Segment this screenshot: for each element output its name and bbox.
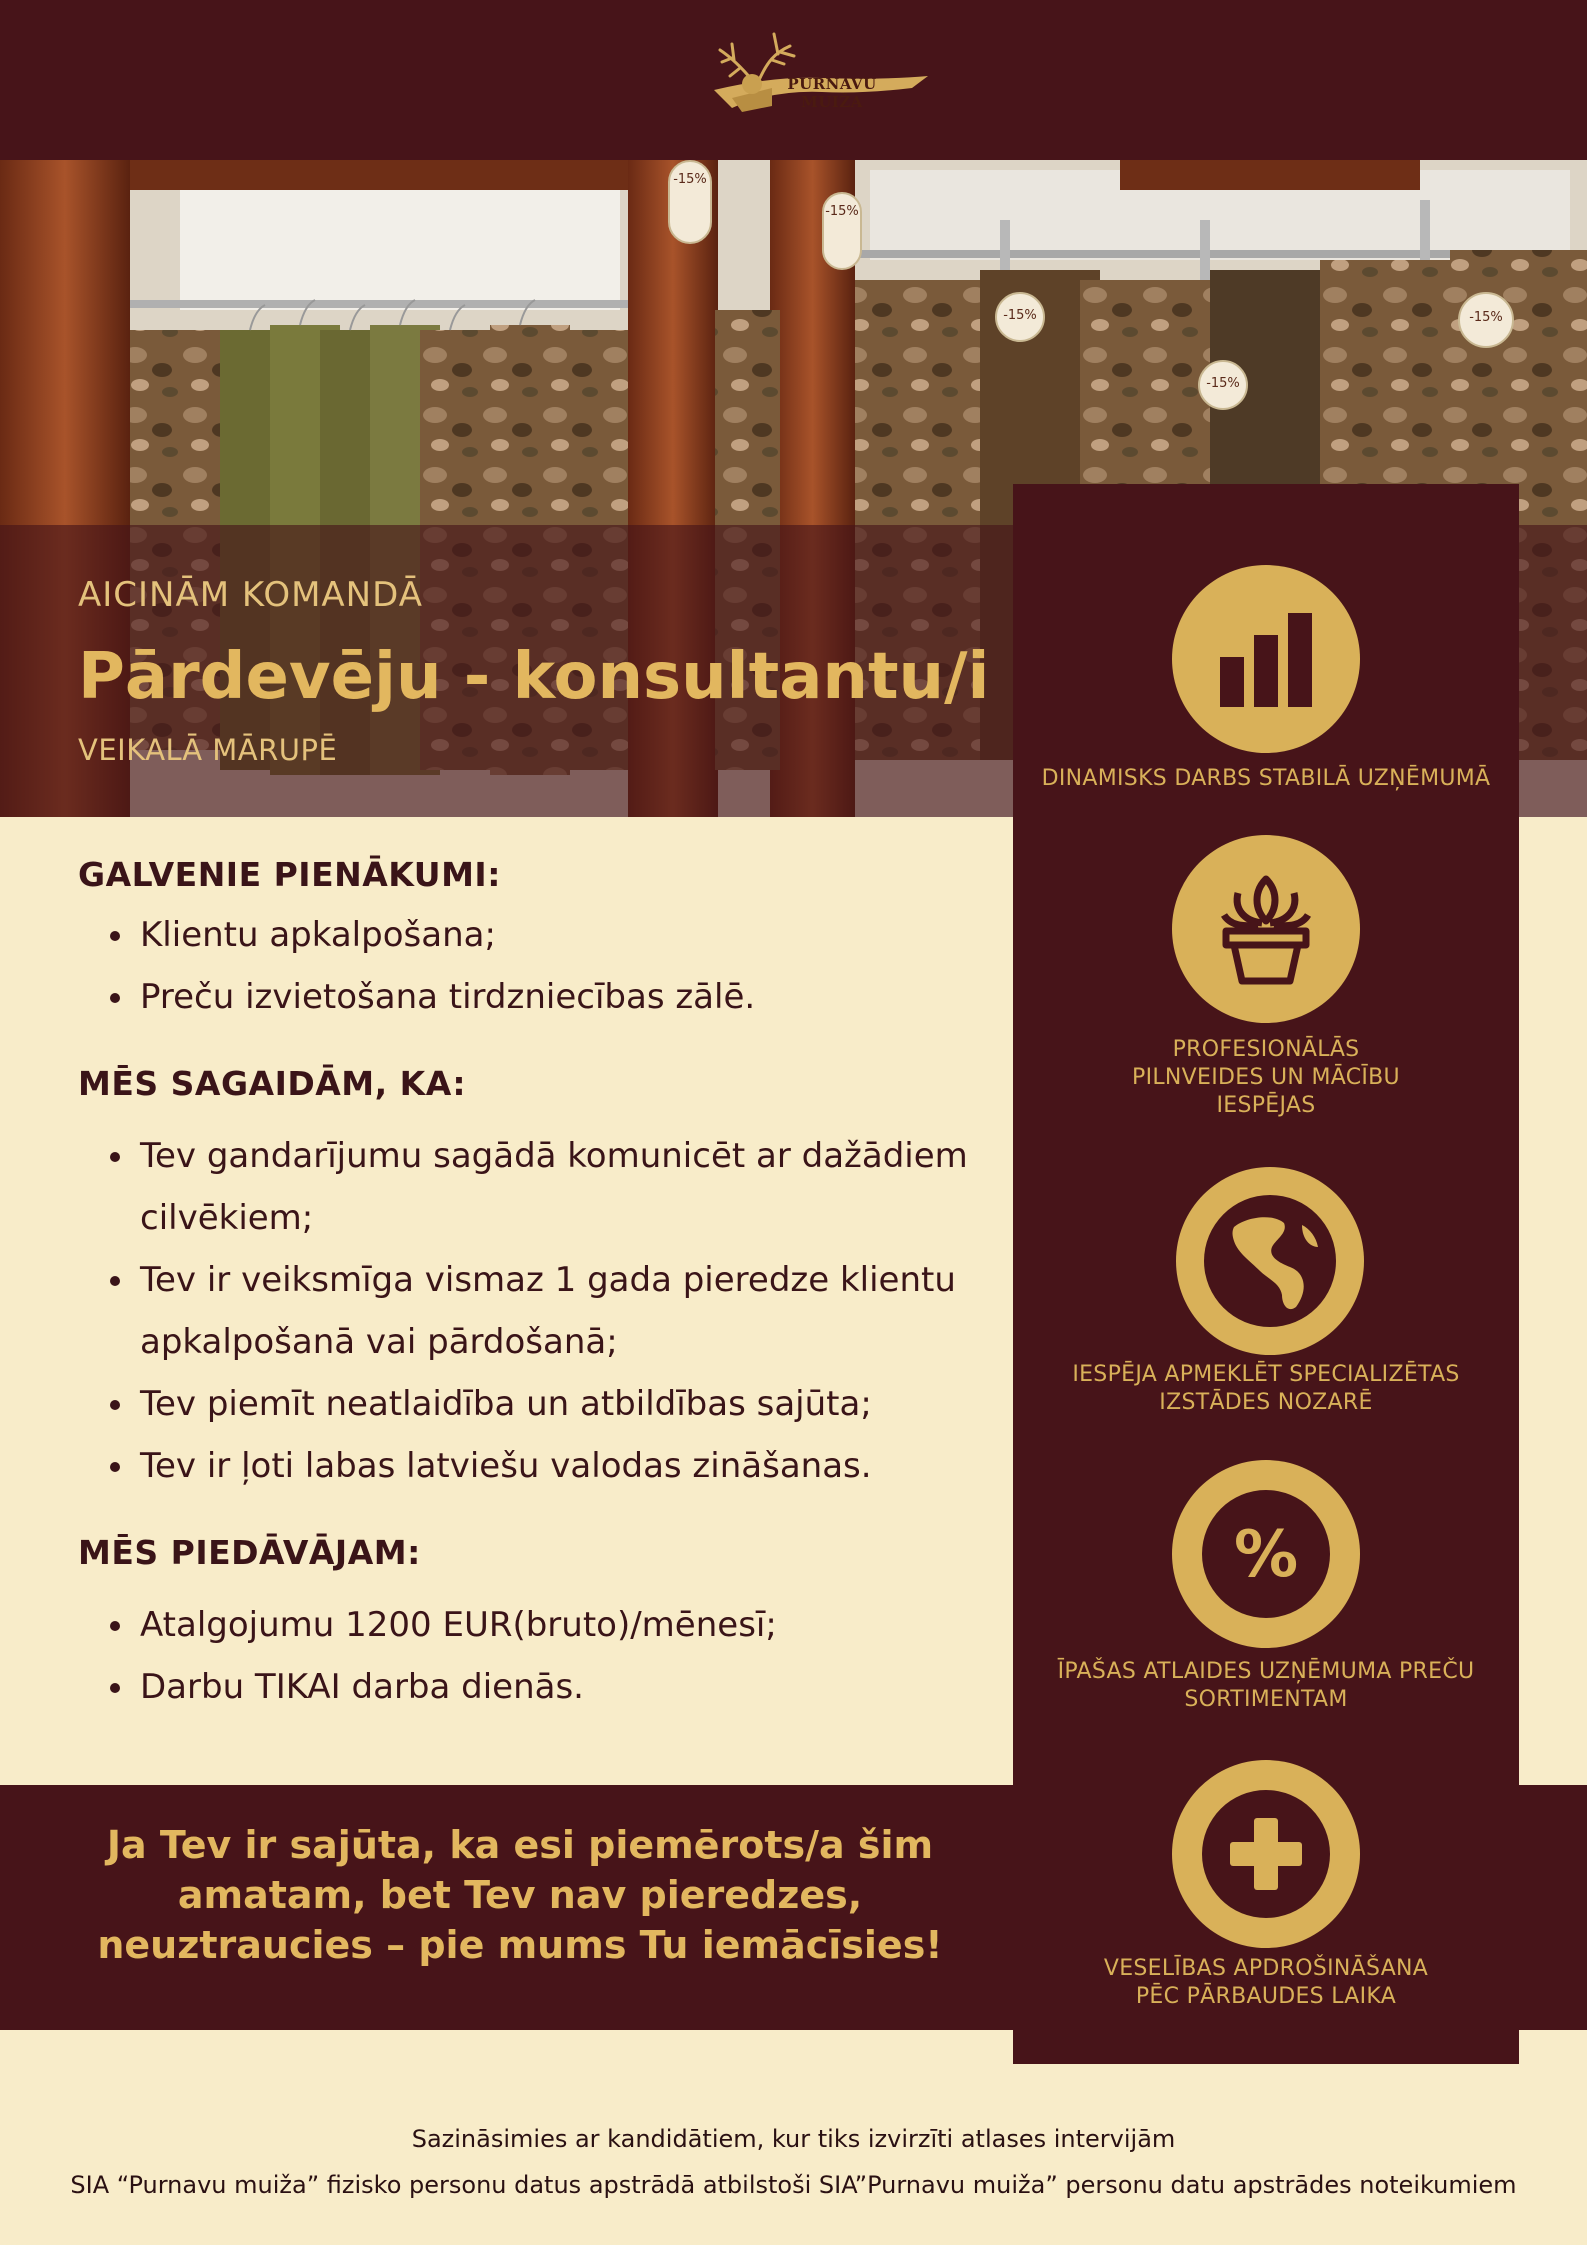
list-item: Atalgojumu 1200 EUR(bruto)/mēnesī;: [78, 1594, 978, 1656]
top-bar: [0, 0, 1587, 160]
benefit-label: [1013, 765, 1519, 793]
list-item-continuation: cilvēkiem;: [140, 1198, 314, 1238]
benefit-label-line: IZSTĀDES NOZARĒ: [1159, 1390, 1373, 1415]
hero-kicker: AICINĀM KOMANDĀ: [78, 575, 423, 615]
list-item: Tev gandarījumu sagādā komunicēt ar dažādiem: [78, 1125, 978, 1187]
discount-tag: -15%: [668, 160, 712, 244]
cta-line: amatam, bet Tev nav pieredzes,: [177, 1873, 863, 1917]
benefit-label: [1013, 1658, 1519, 1714]
benefit-label: [1013, 1361, 1519, 1417]
benefit-label-line: IESPĒJA APMEKLĒT SPECIALIZĒTAS: [1072, 1362, 1460, 1387]
section-title: GALVENIE PIENĀKUMI:: [78, 855, 501, 894]
bullet-list: [78, 1125, 978, 1497]
bar-chart-icon: [1172, 565, 1360, 753]
benefit-label-line: SORTIMENTAM: [1184, 1687, 1348, 1712]
discount-tag: -15%: [1198, 360, 1248, 410]
list-item: Darbu TIKAI darba dienās.: [78, 1656, 978, 1718]
list-item: Klientu apkalpošana;: [78, 904, 978, 966]
discount-tag: -15%: [995, 292, 1045, 342]
plus-icon: [1172, 1760, 1360, 1948]
job-details: [78, 855, 978, 1718]
list-item: Tev ir ļoti labas latviešu valodas zināšanas.: [78, 1435, 978, 1497]
bullet-list: [78, 1594, 978, 1718]
potted-plant-icon: [1172, 835, 1360, 1023]
footer-privacy-note: SIA “Purnavu muiža” fizisko personu datus apstrādā atbilstoši SIA”Purnavu muiža” personu datu apstrādes noteikumiem: [70, 2171, 1517, 2199]
footer-contact-note: Sazināsimies ar kandidātiem, kur tiks izvirzīti atlases intervijām: [411, 2125, 1176, 2153]
list-item: Tev ir veiksmīga vismaz 1 gada pieredze klientu: [78, 1249, 978, 1311]
section-title: MĒS SAGAIDĀM, KA:: [78, 1064, 467, 1103]
hero-subtitle: VEIKALĀ MĀRUPĒ: [78, 733, 338, 767]
discount-tag: -15%: [1458, 292, 1514, 348]
list-item: Preču izvietošana tirdzniecības zālē.: [78, 966, 978, 1028]
cta-line: neuztraucies – pie mums Tu iemācīsies!: [97, 1923, 943, 1967]
list-item-continuation: apkalpošanā vai pārdošanā;: [140, 1322, 618, 1362]
benefit-label-line: PROFESIONĀLĀS: [1172, 1037, 1360, 1062]
list-item: Tev piemīt neatlaidība un atbildības sajūta;: [78, 1373, 978, 1435]
benefit-label-line: DINAMISKS DARBS STABILĀ UZŅĒMUMĀ: [1041, 766, 1491, 791]
benefit-label-line: VESELĪBAS APDROŠINĀŠANA: [1103, 1956, 1429, 1981]
company-logo: [712, 28, 932, 128]
discount-tag: -15%: [822, 192, 862, 270]
cta-line: Ja Tev ir sajūta, ka esi piemērots/a šim: [106, 1823, 934, 1867]
benefit-label: [1013, 1036, 1519, 1120]
globe-icon: [1176, 1167, 1364, 1355]
logo-text: PURNAVU MUIŽA: [787, 75, 877, 111]
percent-icon: [1172, 1460, 1360, 1648]
bullet-list: [78, 904, 978, 1028]
benefit-label-line: PILNVEIDES UN MĀCĪBU: [1132, 1065, 1400, 1090]
section-title: MĒS PIEDĀVĀJAM:: [78, 1533, 421, 1572]
benefit-label: [1013, 1955, 1519, 2011]
hero-title: Pārdevēju - konsultantu/i: [78, 640, 990, 714]
benefit-label-line: IESPĒJAS: [1216, 1093, 1316, 1118]
benefit-label-line: ĪPAŠAS ATLAIDES UZŅĒMUMA PREČU: [1057, 1659, 1475, 1684]
cta-message: [70, 1820, 970, 1970]
benefit-label-line: PĒC PĀRBAUDES LAIKA: [1135, 1984, 1397, 2009]
svg-text:%: %: [1233, 1518, 1299, 1592]
